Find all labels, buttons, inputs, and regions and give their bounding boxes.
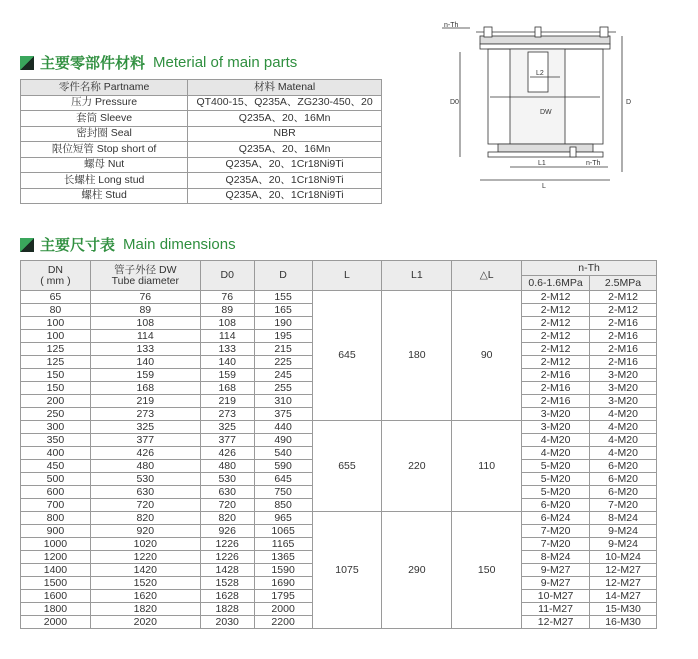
header-dn-label: DN [47, 263, 64, 276]
nth-low-pressure-cell: 2-M12 [522, 356, 590, 369]
table-row [21, 111, 382, 127]
heading-square-icon [20, 56, 34, 70]
dn-cell: 100 [21, 330, 91, 343]
nth-low-pressure-cell: 9-M27 [522, 564, 590, 577]
nth-low-pressure-cell: 5-M20 [522, 460, 590, 473]
nth-low-pressure-cell: 6-M24 [522, 512, 590, 525]
part-name-cell: 密封圈 Seal [21, 126, 188, 142]
materials-heading-en: Meterial of main parts [153, 54, 298, 71]
label-nth-top: n-Th [444, 22, 459, 29]
dw-cell: 1620 [90, 590, 200, 603]
nth-high-pressure-cell: 4-M20 [590, 408, 657, 421]
dw-cell: 108 [90, 317, 200, 330]
d0-cell: 530 [200, 473, 254, 486]
header-dw-zh: 管子外径 DW [114, 263, 177, 276]
d-cell: 850 [254, 499, 312, 512]
nth-high-pressure-cell: 15-M30 [590, 603, 657, 616]
d0-cell: 630 [200, 486, 254, 499]
dl-cell: 110 [452, 421, 522, 512]
dw-cell: 480 [90, 460, 200, 473]
dw-cell: 1020 [90, 538, 200, 551]
part-name-cell: 压力 Pressure [21, 95, 188, 111]
d-cell: 440 [254, 421, 312, 434]
nth-low-pressure-cell: 4-M20 [522, 447, 590, 460]
header-nth: n-Th [522, 261, 657, 276]
table-row [21, 188, 382, 204]
dw-cell: 530 [90, 473, 200, 486]
d0-cell: 377 [200, 434, 254, 447]
d0-cell: 1226 [200, 551, 254, 564]
header-part-name: 零件名称 Partname [21, 80, 188, 96]
label-nth-bottom: n-Th [586, 160, 601, 167]
d0-cell: 140 [200, 356, 254, 369]
material-cell: Q235A、20、1Cr18Ni9Ti [188, 188, 382, 204]
d-cell: 245 [254, 369, 312, 382]
dimensions-heading-en: Main dimensions [123, 236, 236, 253]
table-row [21, 157, 382, 173]
nth-high-pressure-cell: 7-M20 [590, 499, 657, 512]
header-d: D [254, 261, 312, 291]
dn-cell: 1600 [21, 590, 91, 603]
part-name-cell: 长螺柱 Long stud [21, 173, 188, 189]
dimensions-heading-zh: 主要尺寸表 [40, 237, 116, 254]
nth-high-pressure-cell: 12-M27 [590, 564, 657, 577]
nth-low-pressure-cell: 8-M24 [522, 551, 590, 564]
d-cell: 1795 [254, 590, 312, 603]
dw-cell: 1520 [90, 577, 200, 590]
table-row [21, 421, 657, 434]
nth-low-pressure-cell: 2-M12 [522, 343, 590, 356]
nth-high-pressure-cell: 3-M20 [590, 369, 657, 382]
d0-cell: 108 [200, 317, 254, 330]
material-cell: Q235A、20、1Cr18Ni9Ti [188, 173, 382, 189]
dw-cell: 1220 [90, 551, 200, 564]
dn-cell: 200 [21, 395, 91, 408]
d-cell: 375 [254, 408, 312, 421]
dn-cell: 65 [21, 291, 91, 304]
dw-cell: 920 [90, 525, 200, 538]
header-d0: D0 [200, 261, 254, 291]
dn-cell: 125 [21, 343, 91, 356]
dw-cell: 273 [90, 408, 200, 421]
nth-low-pressure-cell: 6-M20 [522, 499, 590, 512]
nth-high-pressure-cell: 2-M16 [590, 356, 657, 369]
table-row [21, 512, 657, 525]
dw-cell: 114 [90, 330, 200, 343]
dn-cell: 1800 [21, 603, 91, 616]
dw-cell: 377 [90, 434, 200, 447]
header-l: L [312, 261, 382, 291]
d-cell: 645 [254, 473, 312, 486]
d0-cell: 1528 [200, 577, 254, 590]
d-cell: 750 [254, 486, 312, 499]
nth-high-pressure-cell: 4-M20 [590, 434, 657, 447]
dl-cell: 150 [452, 512, 522, 629]
l1-cell: 290 [382, 512, 452, 629]
nth-high-pressure-cell: 12-M27 [590, 577, 657, 590]
d0-cell: 426 [200, 447, 254, 460]
d0-cell: 1828 [200, 603, 254, 616]
dn-cell: 800 [21, 512, 91, 525]
d0-cell: 273 [200, 408, 254, 421]
dn-cell: 500 [21, 473, 91, 486]
nth-low-pressure-cell: 3-M20 [522, 421, 590, 434]
part-name-cell: 套筒 Sleeve [21, 111, 188, 127]
nth-high-pressure-cell: 9-M24 [590, 525, 657, 538]
dn-cell: 450 [21, 460, 91, 473]
dn-cell: 250 [21, 408, 91, 421]
dw-cell: 133 [90, 343, 200, 356]
label-d0: D0 [450, 99, 459, 106]
nth-high-pressure-cell: 14-M27 [590, 590, 657, 603]
l-cell: 645 [312, 291, 382, 421]
nth-high-pressure-cell: 4-M20 [590, 421, 657, 434]
d0-cell: 159 [200, 369, 254, 382]
dn-cell: 700 [21, 499, 91, 512]
d0-cell: 133 [200, 343, 254, 356]
nth-high-pressure-cell: 8-M24 [590, 512, 657, 525]
table-row [21, 173, 382, 189]
nth-high-pressure-cell: 6-M20 [590, 473, 657, 486]
nth-high-pressure-cell: 4-M20 [590, 447, 657, 460]
dn-cell: 1400 [21, 564, 91, 577]
d0-cell: 1226 [200, 538, 254, 551]
d-cell: 165 [254, 304, 312, 317]
heading-square-icon [20, 238, 34, 252]
dn-cell: 125 [21, 356, 91, 369]
part-name-cell: 限位短管 Stop short of [21, 142, 188, 158]
dn-cell: 1500 [21, 577, 91, 590]
header-dl: △L [452, 261, 522, 291]
nth-low-pressure-cell: 2-M16 [522, 369, 590, 382]
header-dn-unit: ( mm ) [40, 274, 71, 287]
dn-cell: 2000 [21, 616, 91, 629]
nth-low-pressure-cell: 2-M12 [522, 291, 590, 304]
l1-cell: 220 [382, 421, 452, 512]
nth-low-pressure-cell: 5-M20 [522, 486, 590, 499]
table-row [21, 126, 382, 142]
part-name-cell: 螺柱 Stud [21, 188, 188, 204]
dw-cell: 325 [90, 421, 200, 434]
dw-cell: 426 [90, 447, 200, 460]
dn-cell: 1200 [21, 551, 91, 564]
d-cell: 1165 [254, 538, 312, 551]
header-material: 材料 Matenal [188, 80, 382, 96]
header-l1: L1 [382, 261, 452, 291]
nth-high-pressure-cell: 2-M16 [590, 317, 657, 330]
nth-low-pressure-cell: 4-M20 [522, 434, 590, 447]
materials-heading-zh: 主要零部件材料 [40, 55, 146, 72]
nth-high-pressure-cell: 2-M16 [590, 343, 657, 356]
materials-header-row [21, 80, 382, 96]
label-dw: DW [540, 109, 552, 116]
d-cell: 225 [254, 356, 312, 369]
d0-cell: 1428 [200, 564, 254, 577]
nth-low-pressure-cell: 2-M12 [522, 304, 590, 317]
materials-table [20, 79, 382, 204]
dw-cell: 89 [90, 304, 200, 317]
d-cell: 490 [254, 434, 312, 447]
nth-low-pressure-cell: 10-M27 [522, 590, 590, 603]
nth-high-pressure-cell: 2-M12 [590, 304, 657, 317]
l1-cell: 180 [382, 291, 452, 421]
dn-cell: 300 [21, 421, 91, 434]
nth-low-pressure-cell: 7-M20 [522, 525, 590, 538]
header-dw-en: Tube diameter [111, 274, 179, 287]
label-l: L [542, 183, 546, 190]
d0-cell: 926 [200, 525, 254, 538]
nth-high-pressure-cell: 16-M30 [590, 616, 657, 629]
d0-cell: 89 [200, 304, 254, 317]
d0-cell: 219 [200, 395, 254, 408]
d0-cell: 114 [200, 330, 254, 343]
dn-cell: 600 [21, 486, 91, 499]
material-cell: Q235A、20、16Mn [188, 111, 382, 127]
part-name-cell: 螺母 Nut [21, 157, 188, 173]
dw-cell: 1820 [90, 603, 200, 616]
dw-cell: 2020 [90, 616, 200, 629]
d-cell: 255 [254, 382, 312, 395]
nth-low-pressure-cell: 5-M20 [522, 473, 590, 486]
table-row [21, 95, 382, 111]
d0-cell: 1628 [200, 590, 254, 603]
dn-cell: 80 [21, 304, 91, 317]
dn-cell: 150 [21, 382, 91, 395]
nth-low-pressure-cell: 9-M27 [522, 577, 590, 590]
nth-high-pressure-cell: 3-M20 [590, 382, 657, 395]
d-cell: 310 [254, 395, 312, 408]
nth-low-pressure-cell: 2-M16 [522, 382, 590, 395]
d0-cell: 76 [200, 291, 254, 304]
d-cell: 2000 [254, 603, 312, 616]
d0-cell: 820 [200, 512, 254, 525]
nth-low-pressure-cell: 12-M27 [522, 616, 590, 629]
d-cell: 590 [254, 460, 312, 473]
d-cell: 1590 [254, 564, 312, 577]
label-d: D [626, 99, 632, 106]
materials-heading [20, 52, 297, 73]
material-cell: Q235A、20、1Cr18Ni9Ti [188, 157, 382, 173]
dw-cell: 820 [90, 512, 200, 525]
material-cell: QT400-15、Q235A、ZG230-450、20 [188, 95, 382, 111]
dw-cell: 159 [90, 369, 200, 382]
nth-low-pressure-cell: 2-M16 [522, 395, 590, 408]
nth-high-pressure-cell: 6-M20 [590, 486, 657, 499]
dw-cell: 76 [90, 291, 200, 304]
nth-low-pressure-cell: 2-M12 [522, 317, 590, 330]
dw-cell: 720 [90, 499, 200, 512]
label-l1: L1 [538, 160, 546, 167]
table-row [21, 291, 657, 304]
expansion-joint-diagram [440, 22, 630, 192]
nth-low-pressure-cell: 11-M27 [522, 603, 590, 616]
d-cell: 190 [254, 317, 312, 330]
nth-high-pressure-cell: 6-M20 [590, 460, 657, 473]
dn-cell: 900 [21, 525, 91, 538]
header-dw [90, 261, 200, 291]
table-row [21, 142, 382, 158]
d0-cell: 720 [200, 499, 254, 512]
nth-low-pressure-cell: 2-M12 [522, 330, 590, 343]
dw-cell: 219 [90, 395, 200, 408]
dw-cell: 630 [90, 486, 200, 499]
dimensions-heading [20, 234, 236, 255]
dn-cell: 150 [21, 369, 91, 382]
d-cell: 2200 [254, 616, 312, 629]
nth-high-pressure-cell: 10-M24 [590, 551, 657, 564]
dn-cell: 400 [21, 447, 91, 460]
dn-cell: 350 [21, 434, 91, 447]
nth-low-pressure-cell: 7-M20 [522, 538, 590, 551]
material-cell: Q235A、20、16Mn [188, 142, 382, 158]
dw-cell: 1420 [90, 564, 200, 577]
dw-cell: 140 [90, 356, 200, 369]
d-cell: 1365 [254, 551, 312, 564]
l-cell: 1075 [312, 512, 382, 629]
label-l2: L2 [536, 70, 544, 77]
header-pressure-1: 0.6-1.6MPa [522, 276, 590, 291]
dw-cell: 168 [90, 382, 200, 395]
d-cell: 1690 [254, 577, 312, 590]
d0-cell: 2030 [200, 616, 254, 629]
nth-high-pressure-cell: 3-M20 [590, 395, 657, 408]
d-cell: 540 [254, 447, 312, 460]
nth-low-pressure-cell: 3-M20 [522, 408, 590, 421]
d0-cell: 325 [200, 421, 254, 434]
nth-high-pressure-cell: 2-M12 [590, 291, 657, 304]
d0-cell: 480 [200, 460, 254, 473]
l-cell: 655 [312, 421, 382, 512]
dn-cell: 1000 [21, 538, 91, 551]
header-pressure-2: 2.5MPa [590, 276, 657, 291]
header-dn [21, 261, 91, 291]
d-cell: 215 [254, 343, 312, 356]
d-cell: 1065 [254, 525, 312, 538]
dimensions-table [20, 260, 657, 629]
d0-cell: 168 [200, 382, 254, 395]
nth-high-pressure-cell: 9-M24 [590, 538, 657, 551]
dn-cell: 100 [21, 317, 91, 330]
nth-high-pressure-cell: 2-M16 [590, 330, 657, 343]
d-cell: 195 [254, 330, 312, 343]
material-cell: NBR [188, 126, 382, 142]
dl-cell: 90 [452, 291, 522, 421]
d-cell: 965 [254, 512, 312, 525]
d-cell: 155 [254, 291, 312, 304]
